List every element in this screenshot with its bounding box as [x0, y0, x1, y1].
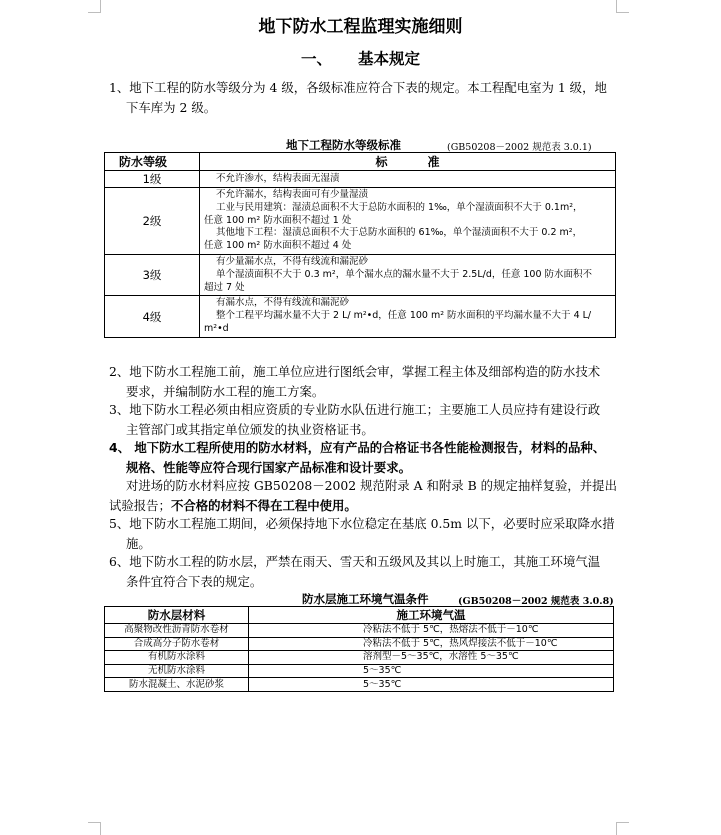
table2-caption: 防水层施工环境气温条件: [302, 592, 429, 606]
paragraph-line: 1、地下工程的防水等级分为 4 级，各级标准应符合下表的规定。本工程配电室为 1 级，地: [109, 80, 607, 95]
standard-line: 有漏水点，不得有线流和漏泥砂: [216, 297, 350, 309]
temperature-cell: 5～35℃: [249, 678, 614, 692]
temperature-cell: 冷粘法不低于 5℃，热风焊接法不低于－10℃: [249, 637, 614, 651]
standard-line: m²•d: [204, 322, 229, 334]
grade-cell: 1级: [105, 171, 200, 188]
table-header: 防水层材料: [105, 607, 249, 624]
paragraph-line: 规格、性能等应符合现行国家产品标准和设计要求。: [126, 460, 411, 475]
standard-line: 其他地下工程：湿渍总面积不大于总防水面积的 61‰，单个湿渍面积不大于 0.2 m²，: [216, 227, 583, 239]
paragraph-2: [109, 362, 600, 402]
grade-cell: 3级: [105, 254, 200, 295]
temperature-cell: 溶剂型－5～35℃，水溶性 5～35℃: [249, 651, 614, 665]
paragraph-line: 下车库为 2 级。: [126, 100, 217, 115]
table-row: [105, 678, 614, 692]
paragraph-line: 要求，并编制防水工程的施工方案。: [126, 384, 325, 399]
table-header: 标准: [200, 153, 616, 171]
paragraph-5: [109, 514, 615, 554]
table1-reference: (GB50208－2002 规范表 3.0.1): [447, 142, 592, 153]
standard-line: 整个工程平均漏水量不大于 2 L/ m²•d，任意 100 m² 防水面积的平均漏水量不大于 4 L/: [216, 310, 592, 322]
inline-bold-text: 不合格的材料不得在工程中使用。: [170, 498, 357, 513]
temperature-cell: 冷粘法不低于 5℃，热熔法不低于－10℃: [249, 624, 614, 638]
paragraph-line: [109, 496, 617, 516]
material-cell: 防水混凝土、水泥砂浆: [105, 678, 249, 692]
standard-line: 超过 7 处: [204, 281, 245, 293]
table-header: 防水等级: [105, 153, 200, 171]
standard-line: 单个湿渍面积不大于 0.3 m²，单个漏水点的漏水量不大于 2.5L/d，任意 100 防水面积不: [216, 268, 593, 280]
material-cell: 高聚物改性沥青防水卷材: [105, 624, 249, 638]
paragraph-line: 4、 地下防水工程所使用的防水材料，应有产品的合格证书各性能检测报告，材料的品种、: [109, 440, 606, 455]
table-header-row: [105, 153, 616, 171]
section-title: 基本规定: [358, 50, 421, 68]
grade-cell: 4级: [105, 296, 200, 337]
standard-line: 任意 100 m² 防水面积不超过 4 处: [204, 240, 352, 252]
table-header: 施工环境气温: [249, 607, 614, 624]
waterproof-grade-table: [104, 152, 616, 338]
standard-cell: [200, 296, 616, 337]
paragraph-3: [109, 400, 600, 440]
paragraph-line: 5、地下防水工程施工期间，必须保持地下水位稳定在基底 0.5m 以下，必要时应采取降水措: [109, 516, 615, 531]
page-title: 地下防水工程监理实施细则: [258, 17, 463, 37]
standard-line: 有少量漏水点，不得有线流和漏泥砂: [216, 255, 369, 267]
table-row: [105, 188, 616, 255]
standard-cell: [200, 171, 616, 188]
paragraph-line: 3、地下防水工程必须由相应资质的专业防水队伍进行施工；主要施工人员应持有建设行政: [109, 402, 601, 417]
page-corner-mark: [88, 822, 101, 835]
table-header-row: [105, 607, 614, 624]
table-row: [105, 254, 616, 295]
inline-text: 试验报告；: [109, 498, 171, 513]
paragraph-4-continued: [109, 476, 617, 516]
paragraph-4: [109, 438, 605, 478]
standard-line: 不允许渗水，结构表面无湿渍: [216, 172, 340, 184]
paragraph-line: 对进场的防水材料应按 GB50208－2002 规范附录 A 和附录 B 的规定抽样复验，并提出: [126, 478, 617, 493]
material-cell: 合成高分子防水卷材: [105, 637, 249, 651]
material-cell: 有机防水涂料: [105, 651, 249, 665]
paragraph-line: 施。: [126, 536, 151, 551]
paragraph-line: 2、地下防水工程施工前，施工单位应进行图纸会审，掌握工程主体及细部构造的防水技术: [109, 364, 601, 379]
table-row: [105, 637, 614, 651]
standard-line: 任意 100 m² 防水面积不超过 1 处: [204, 214, 352, 226]
table-row: [105, 624, 614, 638]
standard-cell: [200, 254, 616, 295]
standard-line: 不允许漏水，结构表面可有少量湿渍: [216, 189, 369, 200]
table-row: [105, 296, 616, 337]
paragraph-line: 6、地下防水工程的防水层，严禁在雨天、雪天和五级风及其以上时施工，其施工环境气温: [109, 554, 601, 569]
table-row: [105, 651, 614, 665]
section-heading: [0, 47, 721, 69]
paragraph-1: [109, 78, 607, 118]
paragraph-line: 条件宜符合下表的规定。: [126, 574, 263, 589]
construction-temperature-table: [104, 606, 614, 692]
standard-line: 工业与民用建筑：湿渍总面积不大于总防水面积的 1‰，单个湿渍面积不大于 0.1m²，: [216, 201, 583, 213]
table-row: [105, 171, 616, 188]
table1-caption: 地下工程防水等级标准: [286, 138, 401, 152]
material-cell: 无机防水涂料: [105, 664, 249, 678]
standard-cell: [200, 188, 616, 255]
grade-cell: 2级: [105, 188, 200, 255]
page-corner-mark: [616, 822, 629, 835]
paragraph-line: 主管部门或其指定单位颁发的执业资格证书。: [126, 422, 374, 437]
table-row: [105, 664, 614, 678]
paragraph-6: [109, 552, 600, 592]
table2-reference: (GB50208－2002 规范表 3.0.8): [458, 596, 614, 607]
section-number: 一、: [300, 50, 332, 68]
temperature-cell: 5～35℃: [249, 664, 614, 678]
